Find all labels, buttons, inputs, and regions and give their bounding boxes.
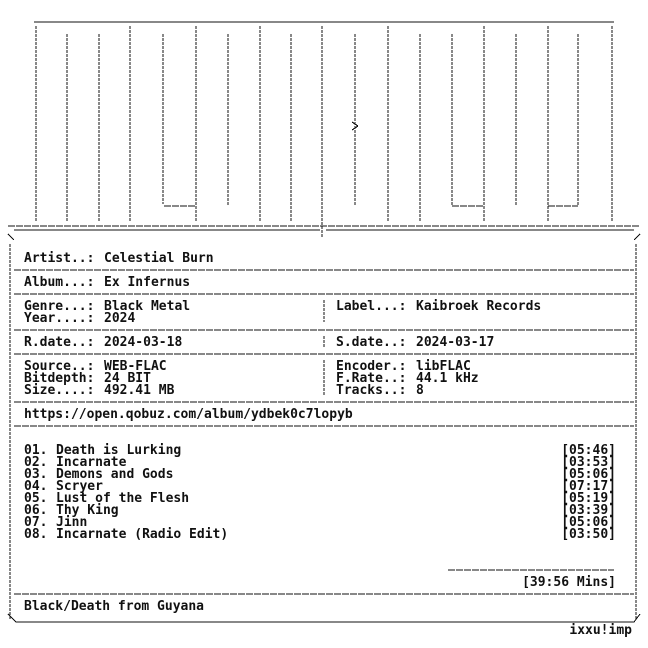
track-number: 06. <box>24 503 48 518</box>
track-number: 08. <box>24 527 48 542</box>
encoder-value: libFLAC <box>416 359 471 374</box>
album-label: Album...: <box>24 275 95 290</box>
year-value: 2024 <box>104 311 136 326</box>
track-number: 01. <box>24 443 48 458</box>
release-date-value: 2024-03-18 <box>104 335 183 350</box>
track-duration: [05:06] <box>561 515 616 530</box>
release-date-label: R.date..: <box>24 335 95 350</box>
author-signature: ixxu!imp <box>569 623 632 638</box>
frame-rate-value: 44.1 kHz <box>416 371 479 386</box>
scene-date-value: 2024-03-17 <box>416 335 495 350</box>
album-url-link[interactable]: https://open.qobuz.com/album/ydbek0c7lopyb <box>24 407 353 422</box>
label-value: Kaibroek Records <box>416 299 542 314</box>
scene-date-label: S.date..: <box>336 335 407 350</box>
label-label: Label...: <box>336 299 407 314</box>
album-value: Ex Infernus <box>104 275 191 290</box>
tracklist <box>24 443 616 542</box>
track-number: 07. <box>24 515 48 530</box>
track-title: Thy King <box>56 503 119 518</box>
total-runtime: [39:56 Mins] <box>522 575 616 590</box>
track-duration: [05:06] <box>561 467 616 482</box>
ascii-logo-art <box>8 22 640 238</box>
track-title: Death is Lurking <box>56 443 182 458</box>
encoder-label: Encoder.: <box>336 359 407 374</box>
track-duration: [03:50] <box>561 527 616 542</box>
artist-label: Artist..: <box>24 251 95 266</box>
track-number: 02. <box>24 455 48 470</box>
track-duration: [03:53] <box>561 455 616 470</box>
track-duration: [05:46] <box>561 443 616 458</box>
track-duration: [03:39] <box>561 503 616 518</box>
release-notes: Black/Death from Guyana <box>24 599 205 614</box>
track-duration: [07:17] <box>561 479 616 494</box>
tracks-count-label: Tracks..: <box>336 383 407 398</box>
track-title: Scryer <box>56 479 103 494</box>
track-number: 03. <box>24 467 48 482</box>
bitdepth-value: 24 BIT <box>104 371 151 386</box>
track-title: Jinn <box>56 515 88 530</box>
frame-rate-label: F.Rate..: <box>336 371 407 386</box>
track-number: 05. <box>24 491 48 506</box>
genre-label: Genre...: <box>24 299 95 314</box>
track-title: Incarnate <box>56 455 127 470</box>
nfo-frame <box>8 230 640 622</box>
bitdepth-label: Bitdepth: <box>24 371 95 386</box>
track-duration: [05:19] <box>561 491 616 506</box>
track-title: Lust of the Flesh <box>56 491 190 506</box>
track-title: Incarnate (Radio Edit) <box>56 527 229 542</box>
source-value: WEB-FLAC <box>104 359 167 374</box>
size-label: Size....: <box>24 383 95 398</box>
source-label: Source..: <box>24 359 95 374</box>
artist-value: Celestial Burn <box>104 251 214 266</box>
size-value: 492.41 MB <box>104 383 175 398</box>
tracks-count-value: 8 <box>416 383 424 398</box>
genre-value: Black Metal <box>104 299 191 314</box>
track-title: Demons and Gods <box>56 467 174 482</box>
year-label: Year....: <box>24 311 95 326</box>
track-number: 04. <box>24 479 48 494</box>
